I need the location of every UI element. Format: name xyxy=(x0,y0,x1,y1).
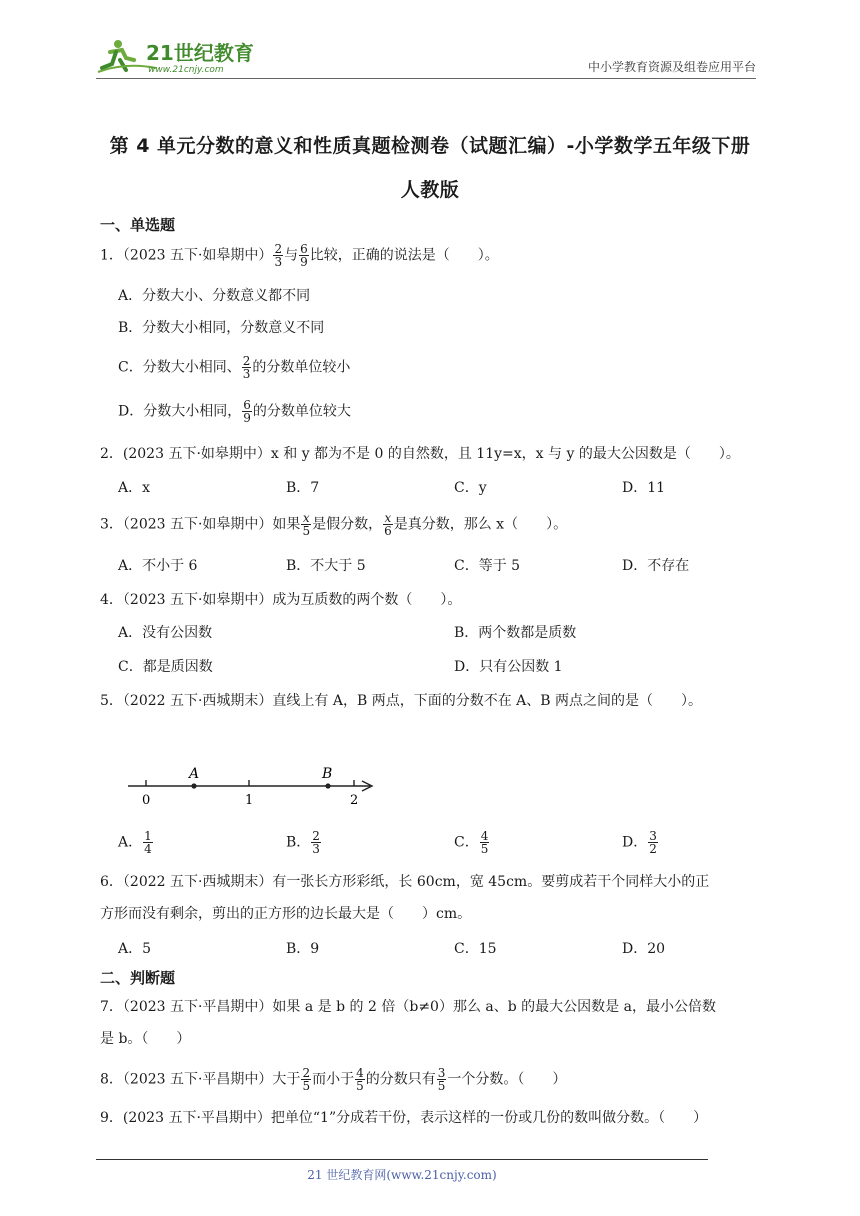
question-2: 2．(2023 五下·如皋期中）x 和 y 都为不是 0 的自然数，且 11y=x，x 与 y 的最大公因数是（ ）。 xyxy=(100,446,740,462)
fraction: $\frac{4}{5}$ xyxy=(480,829,489,856)
question-4: 4．（2023 五下·如皋期中）成为互质数的两个数（ ）。 xyxy=(100,592,462,608)
fraction: $\frac{4}{5}$ xyxy=(356,1066,364,1093)
q6-option-c: C．15 xyxy=(454,941,497,957)
header-divider xyxy=(96,78,756,79)
q3-option-a: A．不小于 6 xyxy=(118,558,198,574)
q1-option-a: A．分数大小、分数意义都不同 xyxy=(118,288,311,304)
fraction: $\frac{x}{5}$ xyxy=(302,511,311,538)
q2-option-c: C．y xyxy=(454,480,487,496)
point-a xyxy=(191,783,196,788)
tick-label-1: 1 xyxy=(245,793,254,808)
q5-option-b: B． $\frac{2}{3}$ xyxy=(286,829,320,856)
q4-option-a: A．没有公因数 xyxy=(118,625,213,641)
q2-option-a: A．x xyxy=(118,480,151,496)
question-1: 1．（2023 五下·如皋期中） $\frac{2}{3}$ 与 $\frac{6}{9}$ 比较，正确的说法是（ ）。 xyxy=(100,242,499,269)
fraction: $\frac{1}{4}$ xyxy=(144,829,152,856)
section-heading-single-choice: 一、单选题 xyxy=(100,216,176,234)
question-7-line2: 是 b。（ ） xyxy=(100,1031,191,1047)
fraction: $\frac{2}{3}$ xyxy=(312,829,320,856)
q2-option-b: B．7 xyxy=(286,480,320,496)
footer-link[interactable]: 21 世纪教育网(www.21cnjy.com) xyxy=(307,1168,497,1182)
point-a-label: A xyxy=(189,766,200,782)
point-b-label: B xyxy=(322,766,333,782)
q5-option-c: C． $\frac{4}{5}$ xyxy=(454,829,489,856)
fraction: $\frac{x}{6}$ xyxy=(384,511,392,538)
q3-option-b: B．不大于 5 xyxy=(286,558,366,574)
tick-label-0: 0 xyxy=(142,793,151,808)
fraction: $\frac{2}{3}$ xyxy=(242,354,251,381)
q1-option-b: B．分数大小相同，分数意义不同 xyxy=(118,320,325,336)
q6-option-b: B．9 xyxy=(286,941,320,957)
fraction: $\frac{2}{3}$ xyxy=(274,242,283,269)
site-logo xyxy=(96,38,261,78)
q5-option-d: D． $\frac{3}{2}$ xyxy=(622,829,657,856)
header-tagline: 中小学教育资源及组卷应用平台 xyxy=(587,60,756,74)
question-7-line1: 7．（2023 五下·平昌期中）如果 a 是 b 的 2 倍（b≠0）那么 a、b 的最大公因数是 a，最小公倍数 xyxy=(100,999,716,1015)
q3-option-c: C．等于 5 xyxy=(454,558,521,574)
fraction: $\frac{2}{5}$ xyxy=(302,1066,311,1093)
fraction: $\frac{6}{9}$ xyxy=(243,398,251,425)
q3-option-d: D．不存在 xyxy=(622,558,690,574)
q2-option-d: D．11 xyxy=(622,480,666,496)
page-title-line2: 人教版 xyxy=(400,179,460,201)
point-b xyxy=(325,783,330,788)
q5-option-a: A． $\frac{1}{4}$ xyxy=(118,829,152,856)
fraction: $\frac{6}{9}$ xyxy=(300,242,308,269)
q1-option-d: D．分数大小相同， $\frac{6}{9}$ 的分数单位较大 xyxy=(118,398,351,425)
tick-label-2: 2 xyxy=(350,793,359,808)
svg-text:www.21cnjy.com: www.21cnjy.com xyxy=(148,65,224,75)
question-9: 9．(2023 五下·平昌期中）把单位“1”分成若干份，表示这样的一份或几份的数叫做分数。（ ） xyxy=(100,1110,708,1126)
number-line-diagram xyxy=(126,758,380,808)
q4-option-d: D．只有公因数 1 xyxy=(454,659,563,675)
q1-option-c: C．分数大小相同、 $\frac{2}{3}$ 的分数单位较小 xyxy=(118,354,351,381)
q4-option-c: C．都是质因数 xyxy=(118,659,213,675)
question-6-line2: 方形而没有剩余，剪出的正方形的边长最大是（ ）cm。 xyxy=(100,906,472,922)
svg-text:21世纪教育: 21世纪教育 xyxy=(146,41,254,65)
question-6-line1: 6．（2022 五下·西城期末）有一张长方形彩纸，长 60cm，宽 45cm。要剪成若干个同样大小的正 xyxy=(100,874,710,890)
question-3: 3．（2023 五下·如皋期中）如果 $\frac{x}{5}$ 是假分数， $\frac{x}{6}$ 是真分数，那么 x（ ）。 xyxy=(100,511,568,538)
fraction: $\frac{3}{5}$ xyxy=(437,1066,446,1093)
q6-option-a: A．5 xyxy=(118,941,152,957)
q6-option-d: D．20 xyxy=(622,941,666,957)
footer-divider xyxy=(96,1159,708,1160)
section-heading-true-false: 二、判断题 xyxy=(100,969,176,987)
question-5: 5．（2022 五下·西城期末）直线上有 A，B 两点，下面的分数不在 A、B 两点之间的是（ ）。 xyxy=(100,693,703,709)
fraction: $\frac{3}{2}$ xyxy=(649,829,657,856)
page-title-line1: 第 4 单元分数的意义和性质真题检测卷（试题汇编）-小学数学五年级下册 xyxy=(109,135,751,157)
q4-option-b: B．两个数都是质数 xyxy=(454,625,577,641)
question-8: 8．（2023 五下·平昌期中）大于 $\frac{2}{5}$ 而小于 $\frac{4}{5}$ 的分数只有 $\frac{3}{5}$ 一个分数。（ ） xyxy=(100,1066,567,1093)
